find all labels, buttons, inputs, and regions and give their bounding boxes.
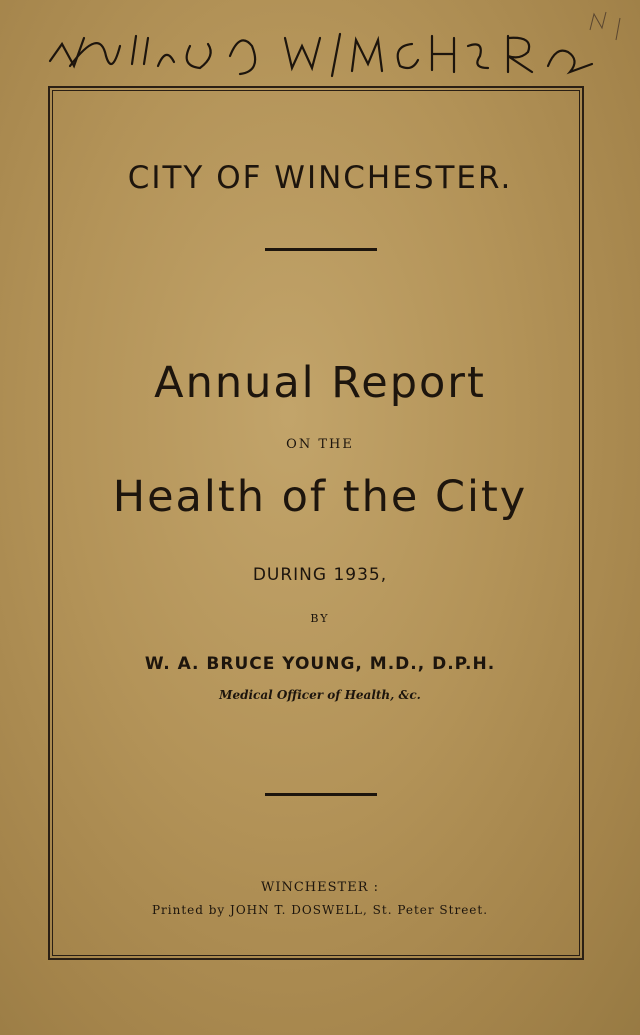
report-title: Annual Report	[154, 358, 486, 408]
city-heading: CITY OF WINCHESTER.	[127, 160, 513, 196]
on-the-label: ON THE	[286, 437, 354, 452]
report-period: DURING 1935,	[252, 565, 388, 585]
bottom-rule	[265, 793, 377, 796]
handwritten-signature-icon	[40, 16, 600, 86]
inner-border	[52, 90, 580, 956]
imprint-place: WINCHESTER :	[260, 880, 379, 895]
author-name: W. A. BRUCE YOUNG, M.D., D.P.H.	[144, 654, 496, 674]
pencil-mark-icon	[580, 0, 640, 60]
imprint-printer: Printed by JOHN T. DOSWELL, St. Peter Street.	[151, 903, 489, 917]
by-label: BY	[310, 612, 330, 625]
report-subject: Health of the City	[112, 472, 528, 522]
top-rule	[265, 248, 377, 251]
handwritten-note	[40, 16, 600, 86]
author-role: Medical Officer of Health, &c.	[219, 688, 421, 702]
